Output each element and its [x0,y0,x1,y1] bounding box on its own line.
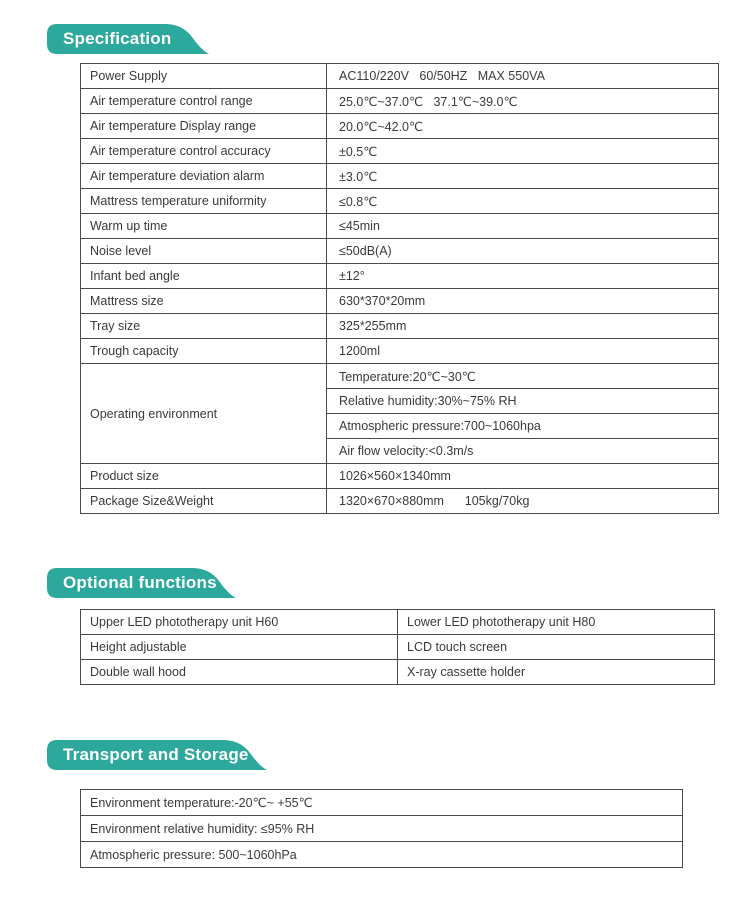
table-row [81,114,719,139]
spec-label: Noise level [81,239,327,264]
table-row [81,339,719,364]
table-row [81,464,719,489]
spec-label-operating-environment: Operating environment [81,364,327,464]
optional-item: Double wall hood [81,660,398,685]
spec-sheet-page [0,24,750,904]
spec-label: Mattress temperature uniformity [81,189,327,214]
spec-value: 20.0℃~42.0℃ [327,114,719,139]
spec-label: Air temperature control accuracy [81,139,327,164]
spec-label: Air temperature Display range [81,114,327,139]
spec-value: Relative humidity:30%~75% RH [327,389,719,414]
table-row [81,264,719,289]
spec-value: Atmospheric pressure:700~1060hpa [327,414,719,439]
transport-item: Environment temperature:-20℃~ +55℃ [81,790,683,816]
table-row [81,842,683,868]
table-row [81,239,719,264]
table-row [81,189,719,214]
table-row [81,139,719,164]
spec-value: AC110/220V 60/50HZ MAX 550VA [327,64,719,89]
table-row [81,364,719,389]
optional-item: Upper LED phototherapy unit H60 [81,610,398,635]
section-title: Optional functions [63,573,217,592]
section-header-specification [47,24,210,54]
spec-value: Air flow velocity:<0.3m/s [327,439,719,464]
spec-value: ≤0.8℃ [327,189,719,214]
spec-label: Air temperature deviation alarm [81,164,327,189]
optional-item: Height adjustable [81,635,398,660]
spec-value: 630*370*20mm [327,289,719,314]
table-row [81,64,719,89]
spec-label: Tray size [81,314,327,339]
spec-label: Power Supply [81,64,327,89]
spec-value: 325*255mm [327,314,719,339]
table-row [81,289,719,314]
section-title: Transport and Storage [63,745,249,764]
table-row [81,89,719,114]
transport-storage-table [80,789,683,868]
table-row [81,816,683,842]
spec-label: Air temperature control range [81,89,327,114]
spec-value: Temperature:20℃~30℃ [327,364,719,389]
transport-item: Environment relative humidity: ≤95% RH [81,816,683,842]
table-row [81,164,719,189]
table-row [81,660,715,685]
section-title: Specification [63,29,172,48]
spec-label: Warm up time [81,214,327,239]
spec-value: ≤50dB(A) [327,239,719,264]
table-row [81,790,683,816]
spec-label: Product size [81,464,327,489]
transport-item: Atmospheric pressure: 500~1060hPa [81,842,683,868]
spec-label: Mattress size [81,289,327,314]
spec-value: 1200ml [327,339,719,364]
optional-item: X-ray cassette holder [398,660,715,685]
optional-item: LCD touch screen [398,635,715,660]
spec-value: ±3.0℃ [327,164,719,189]
table-row [81,314,719,339]
spec-value: 1320×670×880mm 105kg/70kg [327,489,719,514]
table-row [81,489,719,514]
section-header-optional-functions [47,568,237,598]
specification-table [80,63,719,514]
table-row [81,610,715,635]
spec-value: ≤45min [327,214,719,239]
spec-label: Infant bed angle [81,264,327,289]
table-row [81,635,715,660]
spec-label: Trough capacity [81,339,327,364]
spec-value: 25.0℃~37.0℃ 37.1℃~39.0℃ [327,89,719,114]
optional-item: Lower LED phototherapy unit H80 [398,610,715,635]
spec-value: ±0.5℃ [327,139,719,164]
section-header-transport-storage [47,740,268,770]
table-row [81,214,719,239]
spec-value: 1026×560×1340mm [327,464,719,489]
optional-functions-table [80,609,715,685]
spec-value: ±12° [327,264,719,289]
spec-label: Package Size&Weight [81,489,327,514]
